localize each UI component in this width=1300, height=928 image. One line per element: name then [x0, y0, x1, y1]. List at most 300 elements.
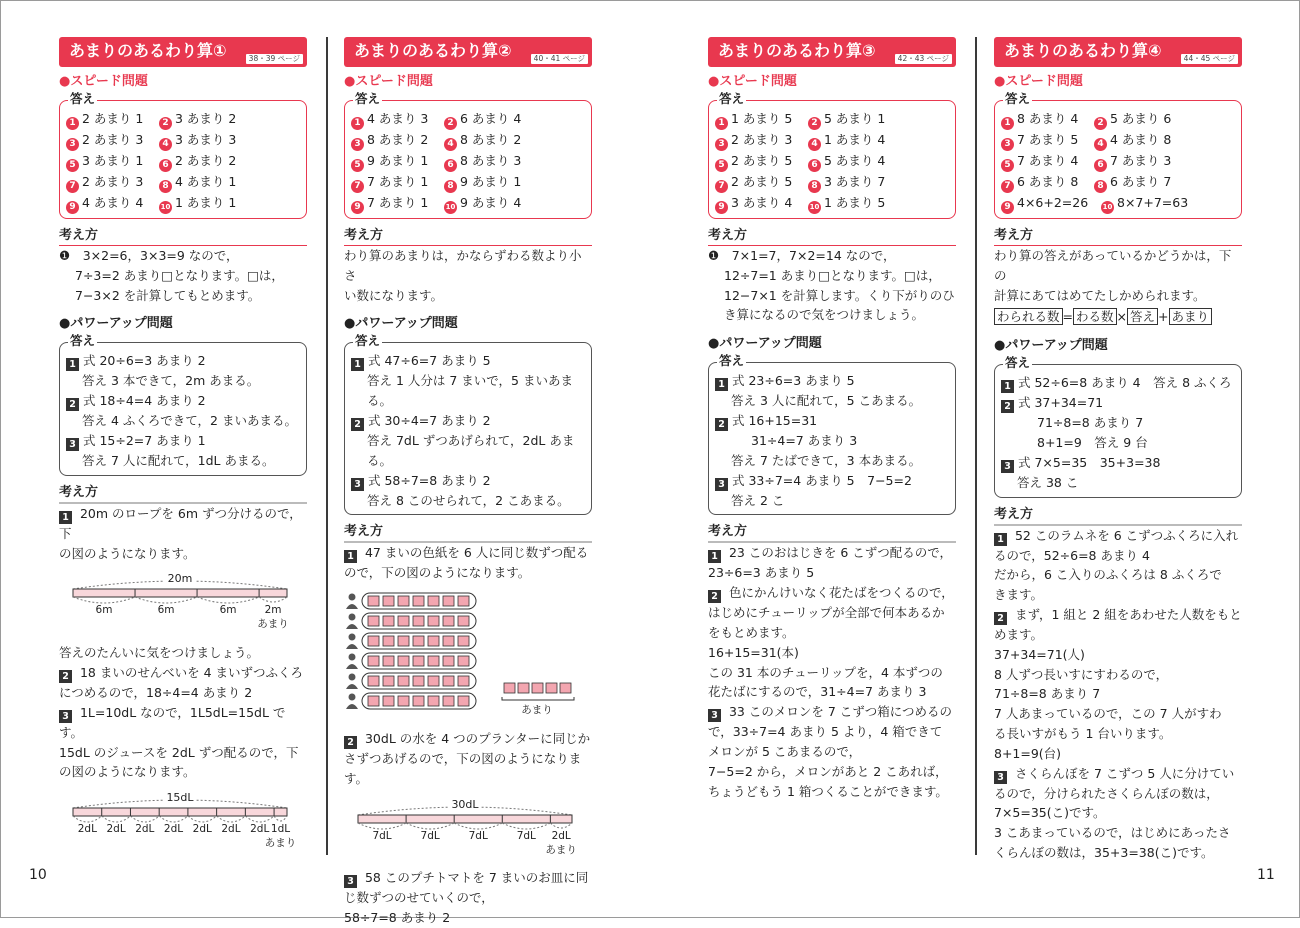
part-label: 7dL: [468, 829, 488, 842]
answer-line: [351, 471, 587, 491]
explanation-line: [708, 663, 956, 683]
part-label: 7dL: [516, 829, 536, 842]
speed-answer-item: [351, 130, 444, 151]
answer-number-badge: 5: [715, 159, 728, 172]
text-line: 12÷7=1 あまり□となります。□は，: [724, 267, 941, 283]
text-line: ❶ 7×1=7，7×2=14 なので，: [708, 248, 896, 263]
speed-heading: ●スピード問題: [59, 74, 148, 89]
tape-diagram-20m: [59, 569, 299, 631]
power-thinking-1: [344, 543, 592, 583]
power-answers: [66, 351, 302, 470]
answer-number-badge: 7: [1001, 180, 1014, 193]
answer-line: [66, 391, 302, 411]
explanation-text: るので，分けられたさくらんぼの数は，: [994, 785, 1219, 801]
explanation-line: [59, 504, 307, 544]
total-label: 15dL: [166, 791, 194, 805]
explanation-text: じ数ずつのせていくので，: [344, 890, 494, 906]
part-arc: [406, 823, 454, 829]
remainder-square: [504, 683, 515, 693]
speed-answer-item: [1094, 130, 1187, 151]
explanation-text: 30dL の水を 4 つのプランターに同じか: [364, 730, 591, 746]
explanation-line: [344, 729, 592, 749]
answer-text: 1 あまり 1: [175, 195, 237, 210]
text-line: わり算のあまりは，かならずわる数より小さ: [344, 248, 582, 283]
explanation-line: [994, 585, 1242, 605]
problem-number-badge: 1: [344, 550, 357, 563]
problem-number-badge: 3: [994, 771, 1007, 784]
answer-number-badge: 9: [715, 201, 728, 214]
explanation-text: だから，6 こ入りのふくろは 8 ふくろで: [994, 567, 1222, 583]
part-label: 2dL: [250, 823, 270, 836]
person-icon: [346, 634, 358, 650]
power-answer-box: [59, 333, 307, 475]
people-paper-diagram: [344, 589, 584, 717]
part-label: 6m: [95, 604, 113, 617]
part-label: 2dL: [163, 823, 184, 836]
thinking-intro: [59, 246, 307, 305]
power-heading: ●パワーアップ問題: [59, 316, 173, 332]
remainder-square: [546, 683, 557, 693]
explanation-text: 7×5=35(こ)です。: [994, 805, 1106, 821]
speed-heading: ●スピード問題: [708, 74, 797, 89]
answer-line-text: 答え 1 人分は 7 まいで，5 まいあまる。: [367, 373, 573, 409]
problem-number-badge: 2: [1001, 400, 1014, 413]
answer-text: 2 あまり 2: [175, 153, 237, 168]
section-title: あまりのあるわり算①: [69, 41, 227, 60]
power-answers: [715, 371, 951, 510]
speed-answer-item: [808, 151, 901, 172]
tape-diagram-15dL: [59, 788, 299, 850]
person-icon: [346, 694, 358, 710]
answer-line: [1001, 453, 1237, 473]
paper-square: [443, 596, 454, 606]
explanation-line: [994, 625, 1242, 645]
explanation-text: さずつあげるので，下の図のようになります。: [344, 750, 582, 786]
answer-line: [715, 371, 951, 391]
paper-square: [398, 656, 409, 666]
answer-number-badge: 1: [66, 117, 79, 130]
explanation-line: [994, 645, 1242, 665]
answer-line: [351, 431, 587, 471]
problem-number-badge: 1: [351, 358, 364, 371]
speed-answer-item: [351, 193, 444, 214]
text-line: 7÷3=2 あまり□となります。□は，: [75, 267, 284, 283]
speed-answer-item: [159, 172, 252, 193]
answer-number-badge: 10: [159, 201, 172, 214]
problem-number-badge: 2: [708, 590, 721, 603]
explanation-line: [994, 526, 1242, 546]
explanation-line: [59, 703, 307, 743]
paper-square: [458, 596, 469, 606]
answer-line-text: 71÷8=8 あまり 7: [1037, 415, 1144, 431]
answer-number-badge: 3: [1001, 138, 1014, 151]
person-icon: [346, 674, 358, 690]
speed-answer-item: [1001, 172, 1094, 193]
rest-label: 1dL: [270, 823, 291, 836]
speed-answer-item: [66, 130, 159, 151]
answer-number-badge: 7: [351, 180, 364, 193]
paper-square: [383, 696, 394, 706]
speed-answer-item: [444, 151, 537, 172]
rest-label: 2dL: [551, 829, 571, 842]
power-answer-box: [344, 333, 592, 515]
problem-number-badge: 2: [59, 670, 72, 683]
answer-text: 7 あまり 3: [1110, 153, 1172, 168]
remainder-square: [532, 683, 543, 693]
explanation-line: [59, 643, 307, 663]
section-title-bar: [344, 37, 592, 67]
paper-square: [368, 636, 379, 646]
answer-number-badge: 2: [159, 117, 172, 130]
answer-text: 1 あまり 4: [824, 132, 886, 147]
answer-text: 7 あまり 1: [367, 195, 429, 210]
paper-square: [383, 636, 394, 646]
part-label: 6m: [219, 604, 237, 617]
explanation-line: [994, 764, 1242, 784]
answer-text: 8 あまり 3: [460, 153, 522, 168]
paper-square: [443, 696, 454, 706]
text-line: わり算の答えがあっているかどうかは，下の: [994, 248, 1232, 283]
explanation-text: この 31 本のチューリップを，4 本ずつの: [708, 664, 943, 680]
paper-square: [458, 656, 469, 666]
explanation-text: 花たばにするので，31÷4=7 あまり 3: [708, 684, 927, 700]
paper-square: [428, 656, 439, 666]
answer-text: 2 あまり 3: [731, 132, 793, 147]
thinking-heading: 考え方: [994, 227, 1242, 246]
explanation-line: [708, 603, 956, 623]
answer-text: 2 あまり 5: [731, 153, 793, 168]
problem-number-badge: 2: [344, 736, 357, 749]
rest-label: 2m: [264, 604, 282, 617]
part-arc: [454, 823, 502, 829]
paper-square: [413, 596, 424, 606]
page-reference: 44・45 ページ: [1181, 54, 1238, 64]
page-reference: 40・41 ページ: [531, 54, 588, 64]
tape-bar: [73, 589, 287, 597]
paper-square: [383, 616, 394, 626]
answer-line: [351, 371, 587, 411]
speed-heading: ●スピード問題: [994, 74, 1083, 89]
answer-number-badge: 5: [1001, 159, 1014, 172]
answer-text: 1 あまり 5: [731, 111, 793, 126]
answer-line-text: 式 47÷6=7 あまり 5: [368, 353, 491, 369]
paper-square: [398, 676, 409, 686]
paper-square: [443, 656, 454, 666]
explanation-text: 1L=10dL なので，1L5dL=15dL です。: [59, 704, 286, 740]
answer-text: 4 あまり 4: [82, 195, 144, 210]
explanation-text: 33 このメロンを 7 こずつ箱につめるの: [728, 704, 953, 720]
answer-line: [351, 411, 587, 431]
answer-line: [66, 351, 302, 371]
power-answers: [1001, 373, 1237, 492]
answer-line: [351, 491, 587, 511]
explanation-text: 20m のロープを 6m ずつ分けるので，下: [59, 505, 302, 541]
answer-text: 4×6+2=26: [1017, 195, 1089, 210]
answer-line-text: 式 7×5=35 35+3=38: [1018, 454, 1161, 470]
answer-number-badge: 8: [1094, 180, 1107, 193]
explanation-text: る長いすがもう 1 台いります。: [994, 725, 1172, 741]
answer-line: [1001, 433, 1237, 453]
remainder-bracket: [502, 697, 574, 700]
answer-line-text: 答え 38 こ: [1017, 474, 1079, 490]
answer-number-badge: 3: [715, 138, 728, 151]
problem-number-badge: 1: [1001, 380, 1014, 393]
answer-line-text: 式 58÷7=8 あまり 2: [368, 472, 491, 488]
remainder-square: [560, 683, 571, 693]
speed-answers: [1001, 109, 1237, 214]
section-title: あまりのあるわり算④: [1004, 41, 1162, 60]
speed-answer-item: [808, 193, 901, 214]
paper-square: [383, 676, 394, 686]
answer-line-text: 31÷4=7 あまり 3: [751, 432, 858, 448]
power-thinking-2: [59, 643, 307, 782]
speed-answer-item: [66, 109, 159, 130]
answer-line-text: 式 15÷2=7 あまり 1: [83, 432, 206, 448]
answer-line: [1001, 373, 1237, 393]
explanation-text: 8 人ずつ長いすにすわるので，: [994, 666, 1169, 682]
answer-text: 7 あまり 5: [1017, 132, 1079, 147]
answer-text: 9 あまり 1: [367, 153, 429, 168]
column-divider-left: [326, 37, 328, 855]
speed-answer-box: [994, 91, 1242, 219]
explanation-text: 47 まいの色紙を 6 人に同じ数ずつ配る: [364, 545, 589, 561]
answer-text: 6 あまり 7: [1110, 174, 1172, 189]
paper-square: [398, 636, 409, 646]
page-reference: 42・43 ページ: [895, 54, 952, 64]
speed-answer-item: [1001, 193, 1101, 214]
speed-answer-item: [715, 130, 808, 151]
answer-line: [1001, 393, 1237, 413]
speed-answer-item: [808, 130, 901, 151]
explanation-line: [994, 803, 1242, 823]
explanation-text: につめるので，18÷4=4 あまり 2: [59, 684, 253, 700]
answer-text: 4 あまり 3: [367, 111, 429, 126]
answer-text: 7 あまり 1: [367, 174, 429, 189]
speed-answers: [66, 109, 302, 214]
speed-answer-item: [444, 109, 537, 130]
answer-number-badge: 10: [1101, 201, 1114, 214]
explanation-line: [59, 663, 307, 683]
formula-equals: =: [1062, 309, 1073, 325]
person-icon: [346, 654, 358, 670]
thinking-heading: 考え方: [708, 227, 956, 246]
answer-number-badge: 1: [1001, 117, 1014, 130]
thinking-heading-2: 考え方: [344, 523, 592, 543]
speed-answer-item: [1001, 130, 1094, 151]
answer-line-text: 答え 7 たばできて，3 本あまる。: [731, 452, 922, 468]
problem-number-badge: 2: [351, 418, 364, 431]
answer-number-badge: 6: [1094, 159, 1107, 172]
answer-text: 6 あまり 8: [1017, 174, 1079, 189]
answer-text: 3 あまり 1: [82, 153, 144, 168]
explanation-line: [344, 908, 592, 928]
problem-number-badge: 3: [708, 709, 721, 722]
power-heading: ●パワーアップ問題: [994, 338, 1108, 354]
answer-text: 3 あまり 2: [175, 111, 237, 126]
answer-line-text: 8+1=9 答え 9 台: [1037, 434, 1148, 450]
answer-text: 2 あまり 5: [731, 174, 793, 189]
thinking-intro: [708, 246, 956, 325]
speed-answer-item: [808, 172, 901, 193]
answer-number-badge: 4: [159, 138, 172, 151]
part-arc: [159, 816, 188, 822]
explanation-text: 58 このプチトマトを 7 まいのお皿に同: [364, 870, 589, 886]
text-line: 計算にあてはめてたしかめられます。: [994, 287, 1206, 303]
explanation-text: きます。: [994, 587, 1044, 603]
explanation-text: をもとめます。: [708, 624, 795, 640]
answer-text: 2 あまり 3: [82, 174, 144, 189]
text-line: ❶ 3×2=6，3×3=9 なので，: [59, 248, 239, 263]
paper-square: [413, 696, 424, 706]
paper-square: [413, 636, 424, 646]
answer-text: 6 あまり 4: [460, 111, 522, 126]
answer-number-badge: 9: [1001, 201, 1014, 214]
thinking-heading: 考え方: [59, 227, 307, 246]
formula-plus: +: [1158, 309, 1169, 325]
part-arc: [73, 816, 102, 822]
speed-answer-item: [715, 109, 808, 130]
explanation-text: ちょうどもう 1 箱つくることができます。: [708, 783, 948, 799]
answer-line: [1001, 413, 1237, 433]
explanation-line: [994, 724, 1242, 744]
tape-diagram-30dL: [344, 795, 584, 857]
explanation-text: 52 このラムネを 6 こずつふくろに入れ: [1014, 527, 1239, 543]
explanation-text: 37+34=71(人): [994, 646, 1085, 662]
problem-number-badge: 2: [994, 612, 1007, 625]
part-arc: [358, 823, 406, 829]
section-4: [994, 37, 1242, 863]
answer-label: 答え: [1005, 355, 1031, 371]
answer-line-text: 式 33÷7=4 あまり 5 7−5=2: [732, 472, 912, 488]
rest-note: あまり: [257, 618, 289, 631]
answer-number-badge: 10: [808, 201, 821, 214]
part-arc: [197, 597, 259, 603]
answer-number-badge: 1: [715, 117, 728, 130]
answer-line: [66, 371, 302, 391]
answer-text: 2 あまり 3: [82, 132, 144, 147]
rest-arc: [259, 597, 287, 602]
explanation-line: [994, 823, 1242, 843]
paper-square: [428, 696, 439, 706]
section-title-bar: [994, 37, 1242, 67]
answer-number-badge: 7: [715, 180, 728, 193]
formula-dividend: わられる数: [994, 308, 1063, 325]
answer-line: [715, 391, 951, 411]
speed-answer-item: [715, 172, 808, 193]
speed-answer-box: [708, 91, 956, 219]
formula-times: ×: [1116, 309, 1127, 325]
answer-number-badge: 9: [66, 201, 79, 214]
person-icon: [346, 594, 358, 610]
explanation-text: 18 まいのせんべいを 4 まいずつふくろ: [79, 664, 304, 680]
rest-arc: [550, 823, 572, 828]
answer-label: 答え: [1005, 91, 1031, 106]
speed-answer-box: [344, 91, 592, 219]
explanation-line: [59, 683, 307, 703]
part-label: 7dL: [420, 829, 440, 842]
answer-text: 3 あまり 3: [175, 132, 237, 147]
part-arc: [135, 597, 197, 603]
problem-number-badge: 2: [66, 398, 79, 411]
problem-number-badge: 2: [715, 418, 728, 431]
speed-answers: [351, 109, 587, 214]
answer-number-badge: 1: [351, 117, 364, 130]
answer-number-badge: 4: [1094, 138, 1107, 151]
explanation-line: [708, 643, 956, 663]
power-thinking: [994, 526, 1242, 863]
power-answers: [351, 351, 587, 510]
answer-text: 8×7+7=63: [1117, 195, 1189, 210]
speed-answer-item: [444, 172, 537, 193]
speed-answer-item: [715, 151, 808, 172]
speed-answer-item: [66, 172, 159, 193]
thinking-intro: [994, 246, 1242, 305]
explanation-text: 16+15=31(本): [708, 644, 799, 660]
answer-line: [66, 411, 302, 431]
section-title-bar: [708, 37, 956, 67]
answer-line-text: 答え 7dL ずつあげられて，2dL あまる。: [367, 432, 575, 468]
explanation-text: メロンが 5 こあまるので，: [708, 743, 862, 759]
problem-number-badge: 1: [715, 378, 728, 391]
speed-answer-item: [351, 172, 444, 193]
answer-label: 答え: [70, 333, 96, 349]
power-thinking: [708, 543, 956, 801]
speed-answer-item: [715, 193, 808, 214]
formula-quotient: 答え: [1127, 308, 1158, 325]
speed-answers: [715, 109, 951, 214]
answer-number-badge: 5: [351, 159, 364, 172]
answer-text: 1 あまり 5: [824, 195, 886, 210]
explanation-text: 3 こあまっているので，はじめにあったさ: [994, 825, 1231, 841]
paper-square: [398, 616, 409, 626]
paper-square: [428, 616, 439, 626]
paper-square: [443, 676, 454, 686]
paper-square: [443, 616, 454, 626]
problem-number-badge: 1: [59, 511, 72, 524]
explanation-line: [994, 704, 1242, 724]
speed-answer-item: [1001, 109, 1094, 130]
speed-answer-item: [1094, 151, 1187, 172]
thinking-intro: [344, 246, 592, 305]
answer-line-text: 式 23÷6=3 あまり 5: [732, 373, 855, 389]
answer-number-badge: 4: [808, 138, 821, 151]
person-icon: [346, 614, 358, 630]
remainder-square: [518, 683, 529, 693]
explanation-text: はじめにチューリップが全部で何本あるか: [708, 605, 945, 621]
paper-square: [368, 696, 379, 706]
paper-square: [383, 656, 394, 666]
part-arc: [102, 816, 131, 822]
column-divider-right: [975, 37, 977, 855]
answer-line: [351, 351, 587, 371]
paper-square: [398, 596, 409, 606]
answer-label: 答え: [70, 91, 96, 106]
power-thinking-1: [59, 504, 307, 564]
explanation-line: [344, 868, 592, 888]
thinking-heading-2: 考え方: [59, 484, 307, 504]
explanation-text: くらんぼの数は，35+3=38(こ)です。: [994, 844, 1214, 860]
answer-number-badge: 8: [808, 180, 821, 193]
answer-number-badge: 8: [444, 180, 457, 193]
section-3: [708, 37, 956, 801]
explanation-line: [994, 744, 1242, 764]
explanation-line: [994, 546, 1242, 566]
power-heading: ●パワーアップ問題: [344, 316, 458, 332]
part-arc: [188, 816, 217, 822]
answer-line-text: 式 18÷4=4 あまり 2: [83, 393, 206, 409]
explanation-line: [59, 544, 307, 564]
paper-square: [428, 596, 439, 606]
